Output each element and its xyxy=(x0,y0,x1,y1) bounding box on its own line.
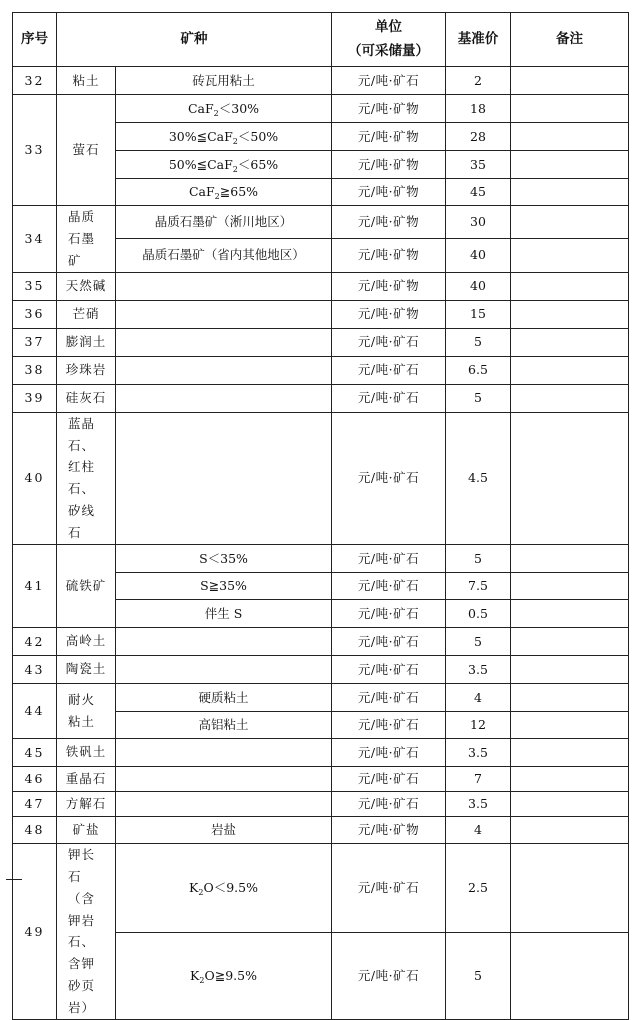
mineral-name-cell xyxy=(57,384,116,412)
remark-cell xyxy=(511,384,629,412)
remark-cell xyxy=(511,711,629,738)
table-row xyxy=(13,384,629,412)
price-cell: 40 xyxy=(446,272,511,300)
price-cell: 18 xyxy=(446,95,511,123)
mineral-spec xyxy=(116,328,332,356)
unit-cell: 元/吨·矿石 xyxy=(332,791,446,816)
unit-cell: 元/吨·矿石 xyxy=(332,384,446,412)
mineral-spec xyxy=(116,384,332,412)
mineral-name: 耐火粘土 xyxy=(68,692,96,729)
mineral-spec xyxy=(116,655,332,683)
header-mineral: 矿种 xyxy=(57,13,332,67)
price-cell: 3.5 xyxy=(446,738,511,766)
mineral-spec: 晶质石墨矿（淅川地区） xyxy=(116,206,332,239)
table-row xyxy=(13,627,629,655)
mineral-spec xyxy=(116,766,332,791)
row-number: 44 xyxy=(13,683,57,738)
mineral-spec: $K_2O≧9.5\%$ xyxy=(116,933,332,1019)
remark-cell xyxy=(511,206,629,239)
price-cell: 5 xyxy=(446,328,511,356)
remark-cell xyxy=(511,843,629,933)
price-cell: 7.5 xyxy=(446,572,511,599)
remark-cell xyxy=(511,123,629,151)
mineral-name: 硅灰石 xyxy=(65,390,107,406)
mineral-name-cell xyxy=(57,95,116,206)
price-cell: 40 xyxy=(446,238,511,272)
unit-cell: 元/吨·矿物 xyxy=(332,123,446,151)
mineral-spec xyxy=(116,627,332,655)
remark-cell xyxy=(511,179,629,206)
remark-cell xyxy=(511,95,629,123)
remark-cell xyxy=(511,272,629,300)
table-row xyxy=(13,791,629,816)
mineral-spec: CaF$_2$＜30% xyxy=(116,95,332,123)
mineral-name: 晶质石墨矿 xyxy=(68,209,96,268)
row-number: 42 xyxy=(13,627,57,655)
price-cell: 35 xyxy=(446,151,511,179)
unit-cell: 元/吨·矿物 xyxy=(332,179,446,206)
remark-cell xyxy=(511,655,629,683)
mineral-spec: 30%≦CaF$_2$＜50% xyxy=(116,123,332,151)
price-cell: 5 xyxy=(446,384,511,412)
header-unit xyxy=(332,13,446,67)
mineral-spec: 50%≦CaF$_2$＜65% xyxy=(116,151,332,179)
table-row xyxy=(13,766,629,791)
row-number: 35 xyxy=(13,272,57,300)
table-row xyxy=(13,356,629,384)
mineral-name: 膨润土 xyxy=(65,334,107,350)
unit-cell: 元/吨·矿石 xyxy=(332,711,446,738)
unit-cell: 元/吨·矿石 xyxy=(332,683,446,711)
price-cell: 3.5 xyxy=(446,655,511,683)
price-cell: 2 xyxy=(446,67,511,95)
price-cell: 5 xyxy=(446,627,511,655)
header-remark: 备注 xyxy=(511,13,629,67)
price-cell: 15 xyxy=(446,300,511,328)
remark-cell xyxy=(511,599,629,627)
unit-cell: 元/吨·矿物 xyxy=(332,151,446,179)
price-cell: 6.5 xyxy=(446,356,511,384)
mineral-name-cell xyxy=(57,412,116,544)
header-unit-line2: （可采储量） xyxy=(348,42,429,59)
remark-cell xyxy=(511,572,629,599)
unit-cell: 元/吨·矿物 xyxy=(332,300,446,328)
price-cell: 5 xyxy=(446,544,511,572)
unit-cell: 元/吨·矿石 xyxy=(332,67,446,95)
price-cell: 12 xyxy=(446,711,511,738)
remark-cell xyxy=(511,67,629,95)
mineral-spec: 晶质石墨矿（省内其他地区） xyxy=(116,238,332,272)
row-number: 32 xyxy=(13,67,57,95)
mineral-name: 天然碱 xyxy=(65,278,107,294)
mineral-name-cell xyxy=(57,627,116,655)
row-number: 41 xyxy=(13,544,57,627)
mineral-name: 珍珠岩 xyxy=(65,362,107,378)
table-row xyxy=(13,272,629,300)
price-cell: 4 xyxy=(446,683,511,711)
mineral-price-table xyxy=(12,12,629,1020)
price-cell: 3.5 xyxy=(446,791,511,816)
table-row xyxy=(13,655,629,683)
remark-cell xyxy=(511,627,629,655)
mineral-name-cell xyxy=(57,300,116,328)
unit-cell: 元/吨·矿石 xyxy=(332,655,446,683)
mineral-spec: 硬质粘土 xyxy=(116,683,332,711)
unit-cell: 元/吨·矿石 xyxy=(332,599,446,627)
mineral-name: 方解石 xyxy=(65,795,107,811)
row-number: 43 xyxy=(13,655,57,683)
unit-cell: 元/吨·矿石 xyxy=(332,328,446,356)
remark-cell xyxy=(511,544,629,572)
mineral-name-cell xyxy=(57,655,116,683)
mineral-name: 粘土 xyxy=(72,72,100,88)
unit-cell: 元/吨·矿石 xyxy=(332,544,446,572)
remark-cell xyxy=(511,238,629,272)
mineral-name: 钾长石（含钾岩石、含钾砂页岩） xyxy=(68,846,96,1015)
mineral-spec xyxy=(116,738,332,766)
footnote-rule xyxy=(6,879,22,881)
table-row xyxy=(13,206,629,239)
mineral-name-cell xyxy=(57,843,116,1019)
mineral-spec: 岩盐 xyxy=(116,816,332,843)
remark-cell xyxy=(511,766,629,791)
mineral-name-cell xyxy=(57,816,116,843)
mineral-spec: 砖瓦用粘土 xyxy=(116,67,332,95)
unit-cell: 元/吨·矿石 xyxy=(332,572,446,599)
unit-cell: 元/吨·矿物 xyxy=(332,272,446,300)
price-cell: 28 xyxy=(446,123,511,151)
mineral-name-cell xyxy=(57,766,116,791)
unit-cell: 元/吨·矿石 xyxy=(332,356,446,384)
mineral-spec xyxy=(116,412,332,544)
mineral-name-cell xyxy=(57,206,116,273)
price-cell: 2.5 xyxy=(446,843,511,933)
unit-cell: 元/吨·矿石 xyxy=(332,412,446,544)
mineral-name-cell xyxy=(57,328,116,356)
remark-cell xyxy=(511,328,629,356)
unit-cell: 元/吨·矿物 xyxy=(332,206,446,239)
mineral-name: 萤石 xyxy=(72,142,100,158)
mineral-name: 高岭土 xyxy=(65,633,107,649)
unit-cell: 元/吨·矿物 xyxy=(332,816,446,843)
price-cell: 7 xyxy=(446,766,511,791)
row-number: 36 xyxy=(13,300,57,328)
unit-cell: 元/吨·矿物 xyxy=(332,238,446,272)
table-row xyxy=(13,328,629,356)
row-number: 47 xyxy=(13,791,57,816)
table-body xyxy=(13,67,629,1020)
unit-cell: 元/吨·矿物 xyxy=(332,95,446,123)
mineral-name: 硫铁矿 xyxy=(65,577,107,593)
mineral-name-cell xyxy=(57,272,116,300)
mineral-spec: $K_2O<9.5\%$ xyxy=(116,843,332,933)
mineral-spec: 高铝粘土 xyxy=(116,711,332,738)
mineral-name-cell xyxy=(57,683,116,738)
header-seq: 序号 xyxy=(13,13,57,67)
table-row xyxy=(13,95,629,123)
row-number: 37 xyxy=(13,328,57,356)
row-number: 33 xyxy=(13,95,57,206)
mineral-spec: S＜35% xyxy=(116,544,332,572)
table-row xyxy=(13,683,629,711)
mineral-name: 蓝晶石、红柱石、矽线石 xyxy=(68,415,96,540)
table-row xyxy=(13,544,629,572)
price-cell: 30 xyxy=(446,206,511,239)
row-number: 45 xyxy=(13,738,57,766)
row-number: 38 xyxy=(13,356,57,384)
remark-cell xyxy=(511,356,629,384)
price-cell: 5 xyxy=(446,933,511,1019)
mineral-name: 芒硝 xyxy=(72,306,100,322)
mineral-name: 陶瓷土 xyxy=(65,661,107,677)
mineral-spec xyxy=(116,272,332,300)
row-number: 34 xyxy=(13,206,57,273)
remark-cell xyxy=(511,151,629,179)
table-row xyxy=(13,412,629,544)
price-cell: 4.5 xyxy=(446,412,511,544)
remark-cell xyxy=(511,816,629,843)
remark-cell xyxy=(511,300,629,328)
header-unit-line1: 单位 xyxy=(375,18,402,35)
row-number: 40 xyxy=(13,412,57,544)
unit-cell: 元/吨·矿石 xyxy=(332,766,446,791)
row-number: 39 xyxy=(13,384,57,412)
mineral-name: 重晶石 xyxy=(65,770,107,786)
mineral-spec: 伴生 S xyxy=(116,599,332,627)
mineral-spec: S≧35% xyxy=(116,572,332,599)
mineral-spec xyxy=(116,300,332,328)
price-cell: 0.5 xyxy=(446,599,511,627)
table-row xyxy=(13,843,629,933)
mineral-name: 矿盐 xyxy=(72,821,100,837)
remark-cell xyxy=(511,933,629,1019)
row-number: 49 xyxy=(13,843,57,1019)
unit-cell: 元/吨·矿石 xyxy=(332,933,446,1019)
remark-cell xyxy=(511,683,629,711)
mineral-name: 铁矾土 xyxy=(65,744,107,760)
table-row xyxy=(13,816,629,843)
unit-cell: 元/吨·矿石 xyxy=(332,843,446,933)
price-cell: 45 xyxy=(446,179,511,206)
header-price: 基准价 xyxy=(446,13,511,67)
table-row xyxy=(13,67,629,95)
table-row xyxy=(13,300,629,328)
mineral-name-cell xyxy=(57,67,116,95)
mineral-name-cell xyxy=(57,738,116,766)
row-number: 46 xyxy=(13,766,57,791)
table-row xyxy=(13,738,629,766)
price-cell: 4 xyxy=(446,816,511,843)
mineral-name-cell xyxy=(57,544,116,627)
unit-cell: 元/吨·矿石 xyxy=(332,738,446,766)
mineral-spec xyxy=(116,791,332,816)
unit-cell: 元/吨·矿石 xyxy=(332,627,446,655)
remark-cell xyxy=(511,791,629,816)
mineral-name-cell xyxy=(57,356,116,384)
mineral-spec xyxy=(116,356,332,384)
header-row xyxy=(13,13,629,67)
row-number: 48 xyxy=(13,816,57,843)
mineral-spec: CaF$_2$≧65% xyxy=(116,179,332,206)
remark-cell xyxy=(511,738,629,766)
mineral-name-cell xyxy=(57,791,116,816)
remark-cell xyxy=(511,412,629,544)
